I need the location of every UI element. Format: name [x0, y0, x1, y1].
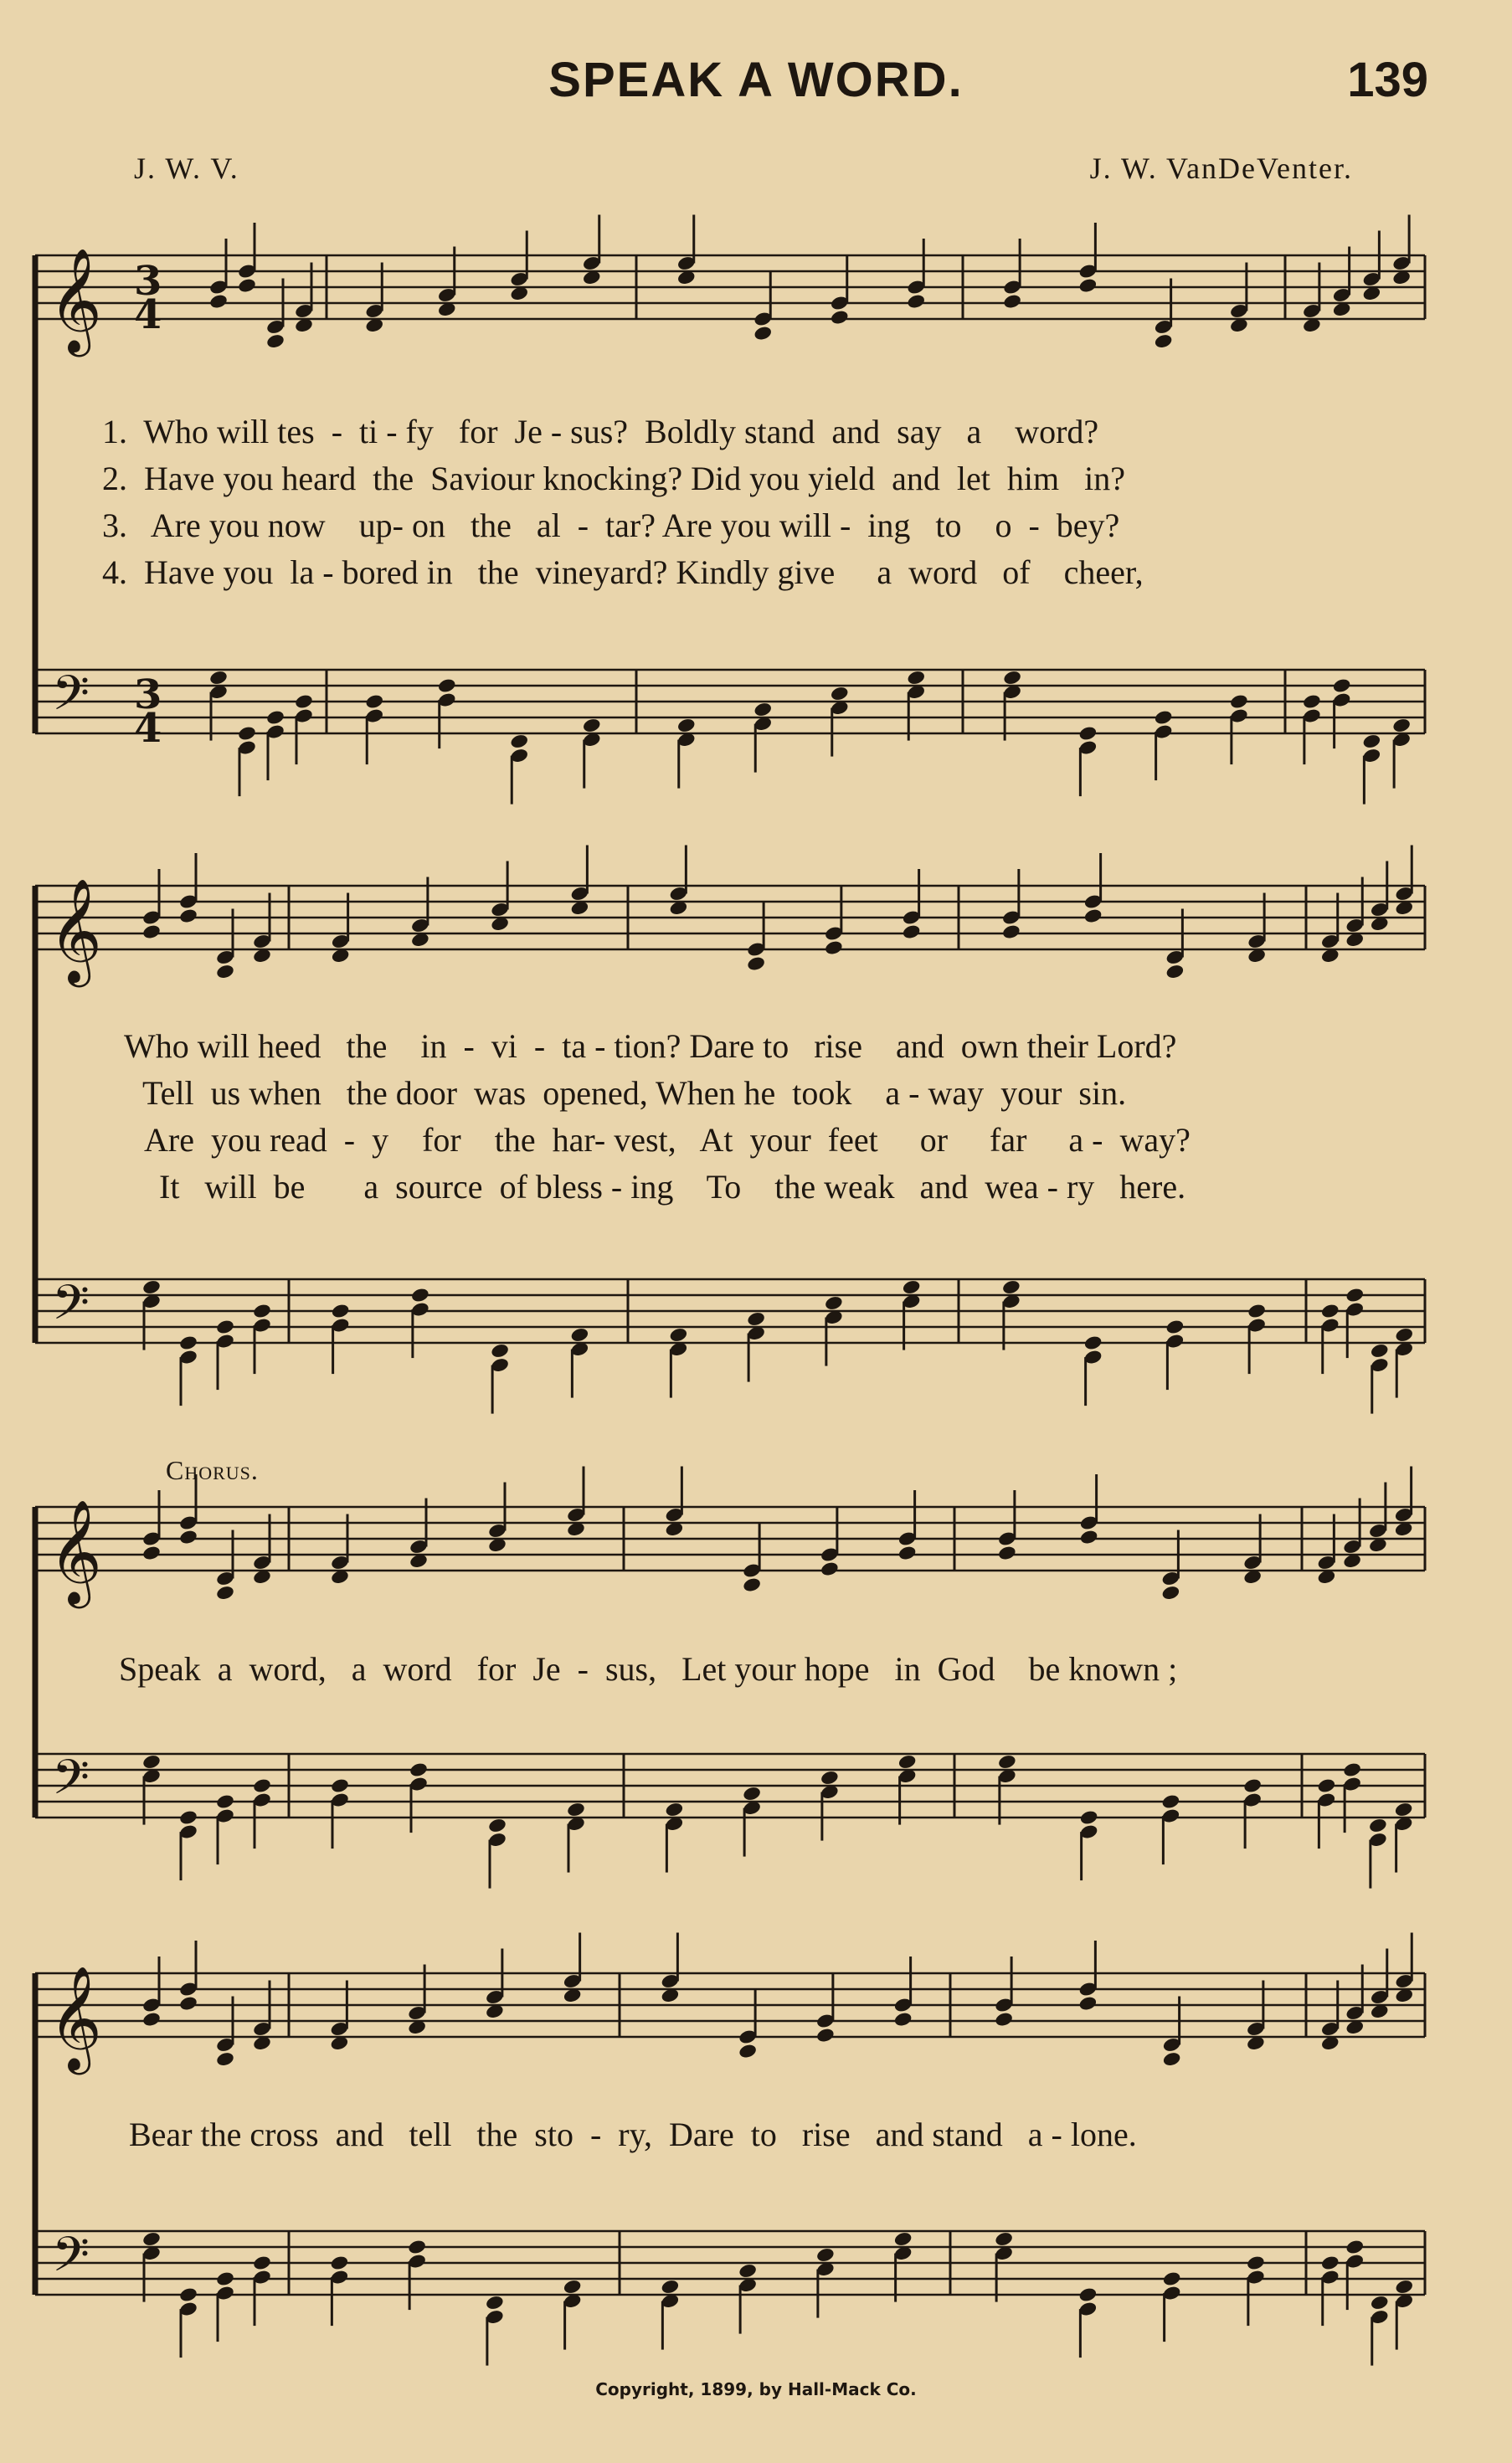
system-4-bass-note [994, 2231, 1014, 2248]
system-3-bass-note [1161, 1793, 1181, 1810]
system-4-bass-clef-icon: 𝄢 [52, 2226, 90, 2295]
system-4-treble-note [893, 2011, 913, 2028]
system-4-bass-note [215, 2270, 235, 2287]
system-3-bass-note [1342, 1761, 1362, 1778]
system-4-treble-note [178, 1995, 198, 2012]
verse-4-line-1: 4. Have you la - bored in the vineyard? Kindly give a word of cheer, [102, 553, 1144, 591]
system-4-treble-note [1078, 1995, 1098, 2012]
verse-4-line-2: It will be a source of bless - ing To the weak and wea - ry here. [159, 1168, 1186, 1206]
system-4-treble-note [215, 2051, 235, 2068]
system-1-bass-note [582, 717, 602, 734]
time-signature-top-bass: 3 [134, 671, 162, 718]
chorus-line-2: Bear the cross and tell the sto - ry, Dare to rise and stand a - lone. [129, 2116, 1137, 2153]
system-1-treble-note [1002, 293, 1022, 310]
system-3-bass-note [178, 1809, 198, 1826]
system-1-bass-note [1302, 693, 1322, 710]
system-2-bass-note [746, 1311, 766, 1328]
verse-2-line-2: Tell us when the door was opened, When he took a - way your sin. [142, 1074, 1127, 1112]
system-4-treble-note [738, 2043, 758, 2059]
system-1-bass-note [830, 686, 850, 702]
system-1-bass-note [364, 693, 384, 710]
system-4-bass-note [661, 2279, 681, 2296]
system-2-treble-note [824, 939, 844, 956]
system-2-bass-clef-icon: 𝄢 [52, 1274, 90, 1343]
system-4-treble-note [141, 2011, 162, 2028]
system-4-bass-note [1078, 2286, 1098, 2303]
lyricist-credit: J. W. V. [134, 152, 239, 185]
system-2-bass-note [1247, 1303, 1267, 1319]
system-3-treble-note [997, 1545, 1017, 1561]
system-1-treble-clef-icon: 𝄞 [49, 248, 102, 352]
system-4-bass-note [407, 2239, 427, 2255]
system-1-treble-note [237, 277, 257, 294]
system-1-bass-note [1332, 677, 1352, 694]
system-2-bass-note [824, 1295, 844, 1312]
system-1-treble-note [906, 293, 926, 310]
system-1-bass-note [237, 725, 257, 742]
system-1-bass-note [265, 709, 285, 726]
system-3-treble-note [1079, 1529, 1099, 1545]
system-2-bass-note [669, 1327, 689, 1344]
system-1-bass-note [1154, 709, 1174, 726]
system-2-bass-note [410, 1287, 430, 1303]
system-1-bass-note [753, 702, 773, 718]
time-signature-bottom-treble: 4 [134, 291, 162, 338]
system-3-treble-note [820, 1561, 840, 1577]
system-2-treble-note [902, 923, 922, 940]
system-1-bass-note [1391, 717, 1412, 734]
system-3-treble-note [742, 1576, 762, 1593]
time-signature-bottom-bass: 4 [134, 705, 162, 752]
system-1-bass-note [676, 717, 697, 734]
system-3-bass-note [742, 1786, 762, 1802]
system-3-bass-note [1317, 1777, 1337, 1794]
system-1-treble-note [208, 293, 229, 310]
verse-3-line-2: Are you read - y for the har- vest, At your feet or far a - way? [144, 1121, 1191, 1159]
system-2-treble-clef-icon: 𝄞 [49, 878, 102, 983]
system-2-bass-note [1370, 1343, 1390, 1360]
system-2-bass-note [1083, 1334, 1103, 1351]
system-4-bass-note [1246, 2255, 1266, 2271]
system-3-bass-note [665, 1802, 685, 1818]
system-4-bass-note [141, 2231, 162, 2248]
system-3-bass-note [566, 1802, 586, 1818]
system-3-bass-note [330, 1777, 350, 1794]
system-4-bass-note [485, 2295, 505, 2311]
system-3-bass-note [820, 1770, 840, 1787]
system-2-bass-note [1165, 1319, 1185, 1335]
system-3-treble-note [215, 1585, 235, 1602]
system-2-bass-note [1320, 1303, 1340, 1319]
verse-3-line-1: 3. Are you now up- on the al - tar? Are you will - ing to o - bey? [102, 506, 1120, 544]
system-1-bass-note [208, 670, 229, 686]
composer-credit: J. W. VanDeVenter. [1089, 152, 1353, 185]
system-2-treble-note [1001, 923, 1021, 940]
system-2-bass-note [252, 1303, 272, 1319]
system-2-bass-note [902, 1279, 922, 1296]
system-1-bass-note [1078, 725, 1098, 742]
system-3-bass-note [215, 1793, 235, 1810]
system-4-treble-clef-icon: 𝄞 [49, 1966, 102, 2070]
system-2-treble-note [215, 964, 235, 980]
copyright-notice: Copyright, 1899, by Hall-Mack Co. [595, 2379, 917, 2399]
system-4-bass-note [738, 2263, 758, 2280]
system-3-bass-note [1079, 1809, 1099, 1826]
system-4-bass-note [252, 2255, 272, 2271]
system-4-bass-note [563, 2279, 583, 2296]
system-4-bass-note [815, 2247, 836, 2264]
system-1-bass-clef-icon: 𝄢 [52, 665, 90, 733]
system-3-bass-clef-icon: 𝄢 [52, 1749, 90, 1818]
system-2-bass-note [570, 1327, 590, 1344]
system-4-bass-note [1320, 2255, 1340, 2271]
system-4-bass-note [1370, 2295, 1390, 2311]
system-2-treble-note [141, 923, 162, 940]
chorus-label: Chorus. [166, 1455, 259, 1485]
system-3-bass-note [997, 1754, 1017, 1771]
system-1-bass-note [509, 733, 529, 750]
system-1-treble-note [830, 309, 850, 326]
system-2-bass-note [1345, 1287, 1365, 1303]
system-1-bass-note [294, 693, 314, 710]
system-2-treble-note [1165, 964, 1185, 980]
system-4-treble-note [1162, 2051, 1182, 2068]
system-3-bass-note [1394, 1802, 1414, 1818]
system-2-bass-note [490, 1343, 510, 1360]
system-2-bass-note [1394, 1327, 1414, 1344]
system-1-treble-note [1078, 277, 1098, 294]
system-3-bass-note [252, 1777, 272, 1794]
system-1-treble-note [1154, 333, 1174, 350]
system-3-bass-note [487, 1818, 507, 1834]
system-1-bass-note [437, 677, 457, 694]
system-3-treble-note [1161, 1585, 1181, 1602]
system-3-bass-note [1242, 1777, 1263, 1794]
system-1-bass-note [906, 670, 926, 686]
system-3-treble-note [897, 1545, 918, 1561]
system-4-bass-note [1345, 2239, 1365, 2255]
system-2-bass-note [178, 1334, 198, 1351]
chorus-line-1: Speak a word, a word for Je - sus, Let your hope in God be known ; [119, 1650, 1178, 1688]
verse-2-line-1: 2. Have you heard the Saviour knocking? Did you yield and let him in? [102, 460, 1125, 497]
system-4-treble-note [815, 2027, 836, 2044]
system-2-bass-note [215, 1319, 235, 1335]
verse-1-line-1: 1. Who will tes - ti - fy for Je - sus? Boldly stand and say a word? [102, 413, 1099, 450]
system-4-bass-note [178, 2286, 198, 2303]
system-3-bass-note [1368, 1818, 1388, 1834]
system-4-bass-note [1162, 2270, 1182, 2287]
system-4-bass-note [1394, 2279, 1414, 2296]
page-number: 139 [1347, 53, 1428, 107]
system-2-treble-note [178, 908, 198, 924]
system-1-bass-note [1362, 733, 1382, 750]
system-2-bass-note [1001, 1279, 1021, 1296]
system-2-treble-note [1083, 908, 1103, 924]
system-3-bass-note [409, 1761, 429, 1778]
verse-1-line-2: Who will heed the in - vi - ta - tion? Dare to rise and own their Lord? [124, 1027, 1177, 1065]
system-1-treble-note [753, 325, 773, 342]
system-2-bass-note [331, 1303, 351, 1319]
system-3-bass-note [141, 1754, 162, 1771]
system-3-treble-clef-icon: 𝄞 [49, 1499, 102, 1604]
time-signature-top-treble: 3 [134, 258, 162, 305]
system-3-bass-note [897, 1754, 918, 1771]
system-4-bass-note [330, 2255, 350, 2271]
system-4-treble-note [994, 2011, 1014, 2028]
system-3-treble-note [141, 1545, 162, 1561]
system-2-treble-note [746, 955, 766, 972]
system-3-treble-note [178, 1529, 198, 1545]
system-1-treble-note [265, 333, 285, 350]
system-1-bass-note [1229, 693, 1249, 710]
system-2-bass-note [141, 1279, 162, 1296]
system-1-bass-note [1002, 670, 1022, 686]
page-title: SPEAK A WORD. [548, 53, 964, 107]
system-4-bass-note [893, 2231, 913, 2248]
